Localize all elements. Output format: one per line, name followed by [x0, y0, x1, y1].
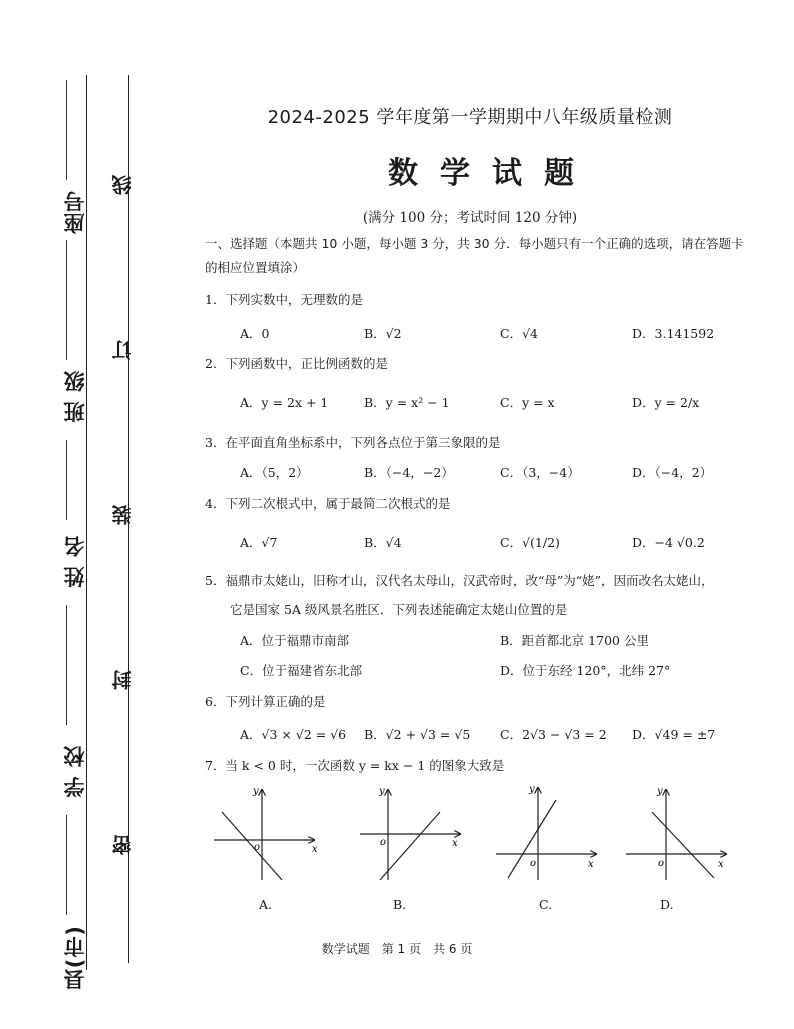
option-a: A．0	[240, 326, 270, 341]
option-a: A．（5，2）	[240, 465, 309, 480]
name-label: 姓 名	[63, 535, 87, 588]
seal-char-mi: 密	[111, 835, 135, 855]
option-c: C．√(1/2)	[500, 535, 560, 550]
option-b: B．√2 + √3 = √5	[364, 727, 471, 742]
x-axis-label: x	[588, 859, 594, 870]
graph-d-label: D.	[660, 897, 674, 912]
seat-field[interactable]	[66, 80, 85, 180]
exam-note: (满分 100 分；考试时间 120 分钟)	[362, 210, 578, 226]
page-footer: 数学试题 第 1 页 共 6 页	[321, 942, 473, 956]
origin-label: o	[530, 858, 537, 869]
y-axis-label: y	[657, 786, 663, 797]
option-c: C．√4	[500, 326, 538, 341]
section-heading: 一、选择题（本题共 10 小题，每小题 3 分，共 30 分．每小题只有一个正确的选项，请在答题卡的相应位置填涂）	[205, 236, 744, 275]
seal-char-xian: 线	[111, 175, 135, 195]
origin-label: o	[254, 842, 261, 853]
option-d: D．√49 = ±7	[632, 727, 716, 742]
seal-char-zhuang: 装	[111, 505, 135, 525]
y-axis-label: y	[529, 784, 535, 795]
question-stem-continued: 它是国家 5A 级风景名胜区．下列表述能确定太姥山位置的是	[230, 602, 568, 617]
option-a: A．位于福鼎市南部	[240, 633, 350, 648]
option-c: C．2√3 − √3 = 2	[500, 727, 607, 742]
county-field[interactable]	[66, 815, 85, 915]
option-c: C．位于福建省东北部	[240, 663, 363, 678]
question-stem: 6．下列计算正确的是	[205, 694, 326, 709]
question-stem: 2．下列函数中，正比例函数的是	[205, 356, 388, 371]
option-a: A．√3 × √2 = √6	[240, 727, 347, 742]
option-a: A．√7	[240, 535, 278, 550]
option-b: B．√4	[364, 535, 402, 550]
option-d: D．3.141592	[632, 326, 715, 341]
school-field[interactable]	[66, 605, 85, 725]
option-b: B．距首都北京 1700 公里	[500, 633, 649, 648]
graph-c-label: C.	[539, 897, 553, 912]
option-c: C．（3，−4）	[500, 465, 580, 480]
x-axis-label: x	[312, 844, 318, 855]
option-d: D．y = 2/x	[632, 395, 700, 410]
name-field[interactable]	[66, 440, 85, 520]
option-d: D．−4 √0.2	[632, 535, 705, 550]
seat-label: 座号	[63, 190, 87, 234]
question-stem: 1．下列实数中，无理数的是	[205, 292, 363, 307]
origin-label: o	[380, 837, 387, 848]
x-axis-label: x	[718, 859, 724, 870]
origin-label: o	[658, 858, 665, 869]
x-axis-label: x	[452, 838, 458, 849]
option-c: C．y = x	[500, 395, 555, 410]
seal-char-feng: 封	[111, 670, 135, 690]
graph-c	[494, 782, 604, 882]
option-d: D．位于东经 120°，北纬 27°	[500, 663, 671, 678]
subject-title: 数学试题	[388, 156, 596, 191]
y-axis-label: y	[379, 786, 385, 797]
graph-b-label: B.	[393, 897, 407, 912]
y-axis-label: y	[253, 786, 259, 797]
option-b: B．y = x² − 1	[364, 395, 450, 410]
question-stem: 7．当 k < 0 时，一次函数 y = kx − 1 的图象大致是	[205, 758, 505, 773]
exam-title: 2024-2025 学年度第一学期期中八年级质量检测	[267, 107, 673, 128]
question-stem: 5．福鼎市太姥山，旧称才山，汉代名太母山，汉武帝时，改“母”为“姥”，因而改名太姥山，	[205, 573, 714, 588]
graph-d	[624, 782, 734, 882]
graph-b	[358, 782, 468, 882]
option-d: D．（−4，2）	[632, 465, 713, 480]
class-field[interactable]	[66, 240, 85, 360]
school-label: 学 校	[63, 745, 87, 798]
class-label: 班 级	[63, 370, 87, 423]
graph-a	[212, 782, 322, 882]
graph-a-label: A.	[259, 897, 273, 912]
option-b: B．（−4，−2）	[364, 465, 454, 480]
question-stem: 4．下列二次根式中，属于最简二次根式的是	[205, 496, 451, 511]
question-stem: 3．在平面直角坐标系中，下列各点位于第三象限的是	[205, 435, 501, 450]
option-b: B．√2	[364, 326, 402, 341]
seal-char-ding: 订	[111, 340, 135, 360]
option-a: A．y = 2x + 1	[240, 395, 329, 410]
county-label: 县(市)	[63, 925, 87, 991]
